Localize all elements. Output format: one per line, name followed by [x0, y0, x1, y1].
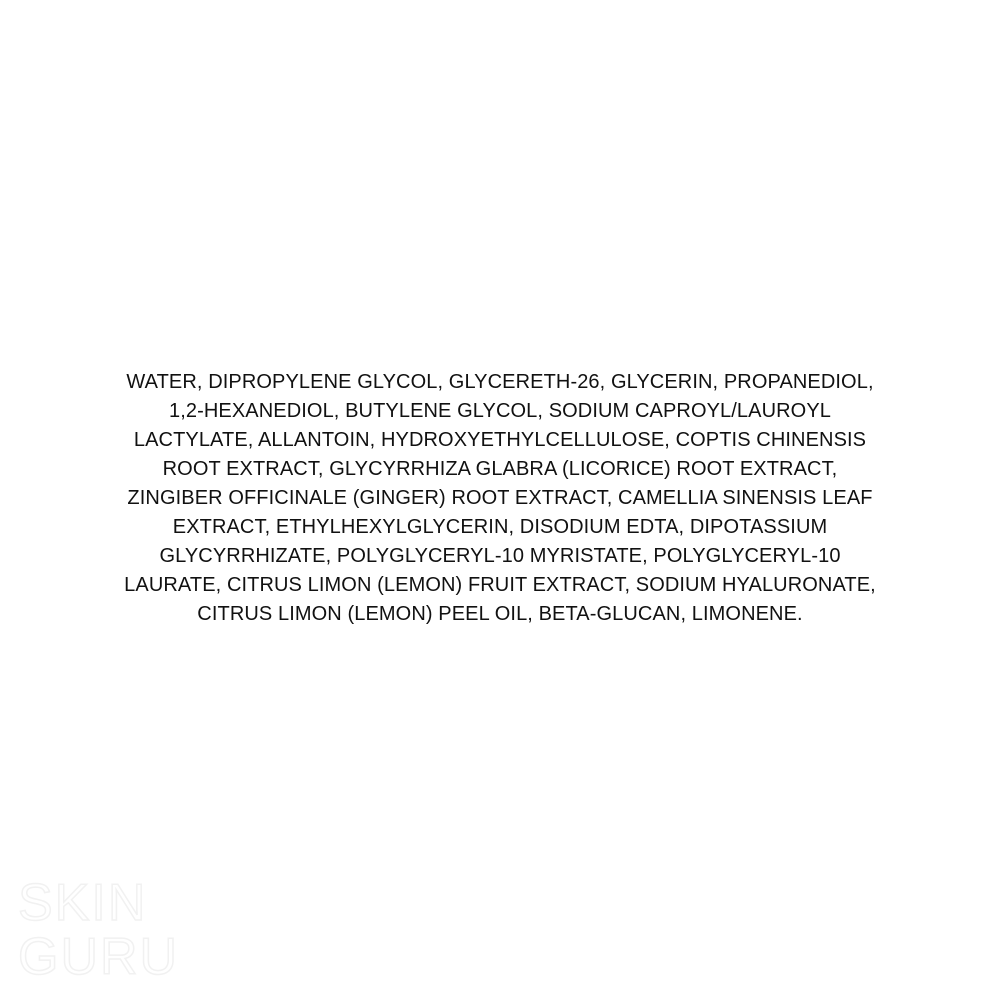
ingredients-line: ROOT EXTRACT, GLYCYRRHIZA GLABRA (LICORICE) ROOT EXTRACT,	[162, 458, 838, 480]
ingredients-line: LAURATE, CITRUS LIMON (LEMON) FRUIT EXTRACT, SODIUM HYALURONATE,	[124, 574, 876, 596]
watermark-line-2: GURU	[18, 928, 180, 980]
ingredients-line: CITRUS LIMON (LEMON) PEEL OIL, BETA-GLUCAN, LIMONENE.	[197, 603, 803, 625]
watermark-logo	[18, 870, 188, 980]
ingredients-line: LACTYLATE, ALLANTOIN, HYDROXYETHYLCELLULOSE, COPTIS CHINENSIS	[133, 429, 867, 451]
ingredients-line: EXTRACT, ETHYLHEXYLGLYCERIN, DISODIUM EDTA, DIPOTASSIUM	[172, 516, 828, 538]
ingredients-line: 1,2-HEXANEDIOL, BUTYLENE GLYCOL, SODIUM CAPROYL/LAUROYL	[169, 400, 831, 422]
ingredients-line: ZINGIBER OFFICINALE (GINGER) ROOT EXTRACT, CAMELLIA SINENSIS LEAF	[127, 487, 873, 509]
ingredients-line: GLYCYRRHIZATE, POLYGLYCERYL-10 MYRISTATE, POLYGLYCERYL-10	[159, 545, 841, 567]
watermark-line-1: SKIN	[18, 874, 148, 932]
ingredients-list	[95, 368, 905, 629]
ingredients-line: WATER, DIPROPYLENE GLYCOL, GLYCERETH-26, GLYCERIN, PROPANEDIOL,	[126, 371, 874, 393]
